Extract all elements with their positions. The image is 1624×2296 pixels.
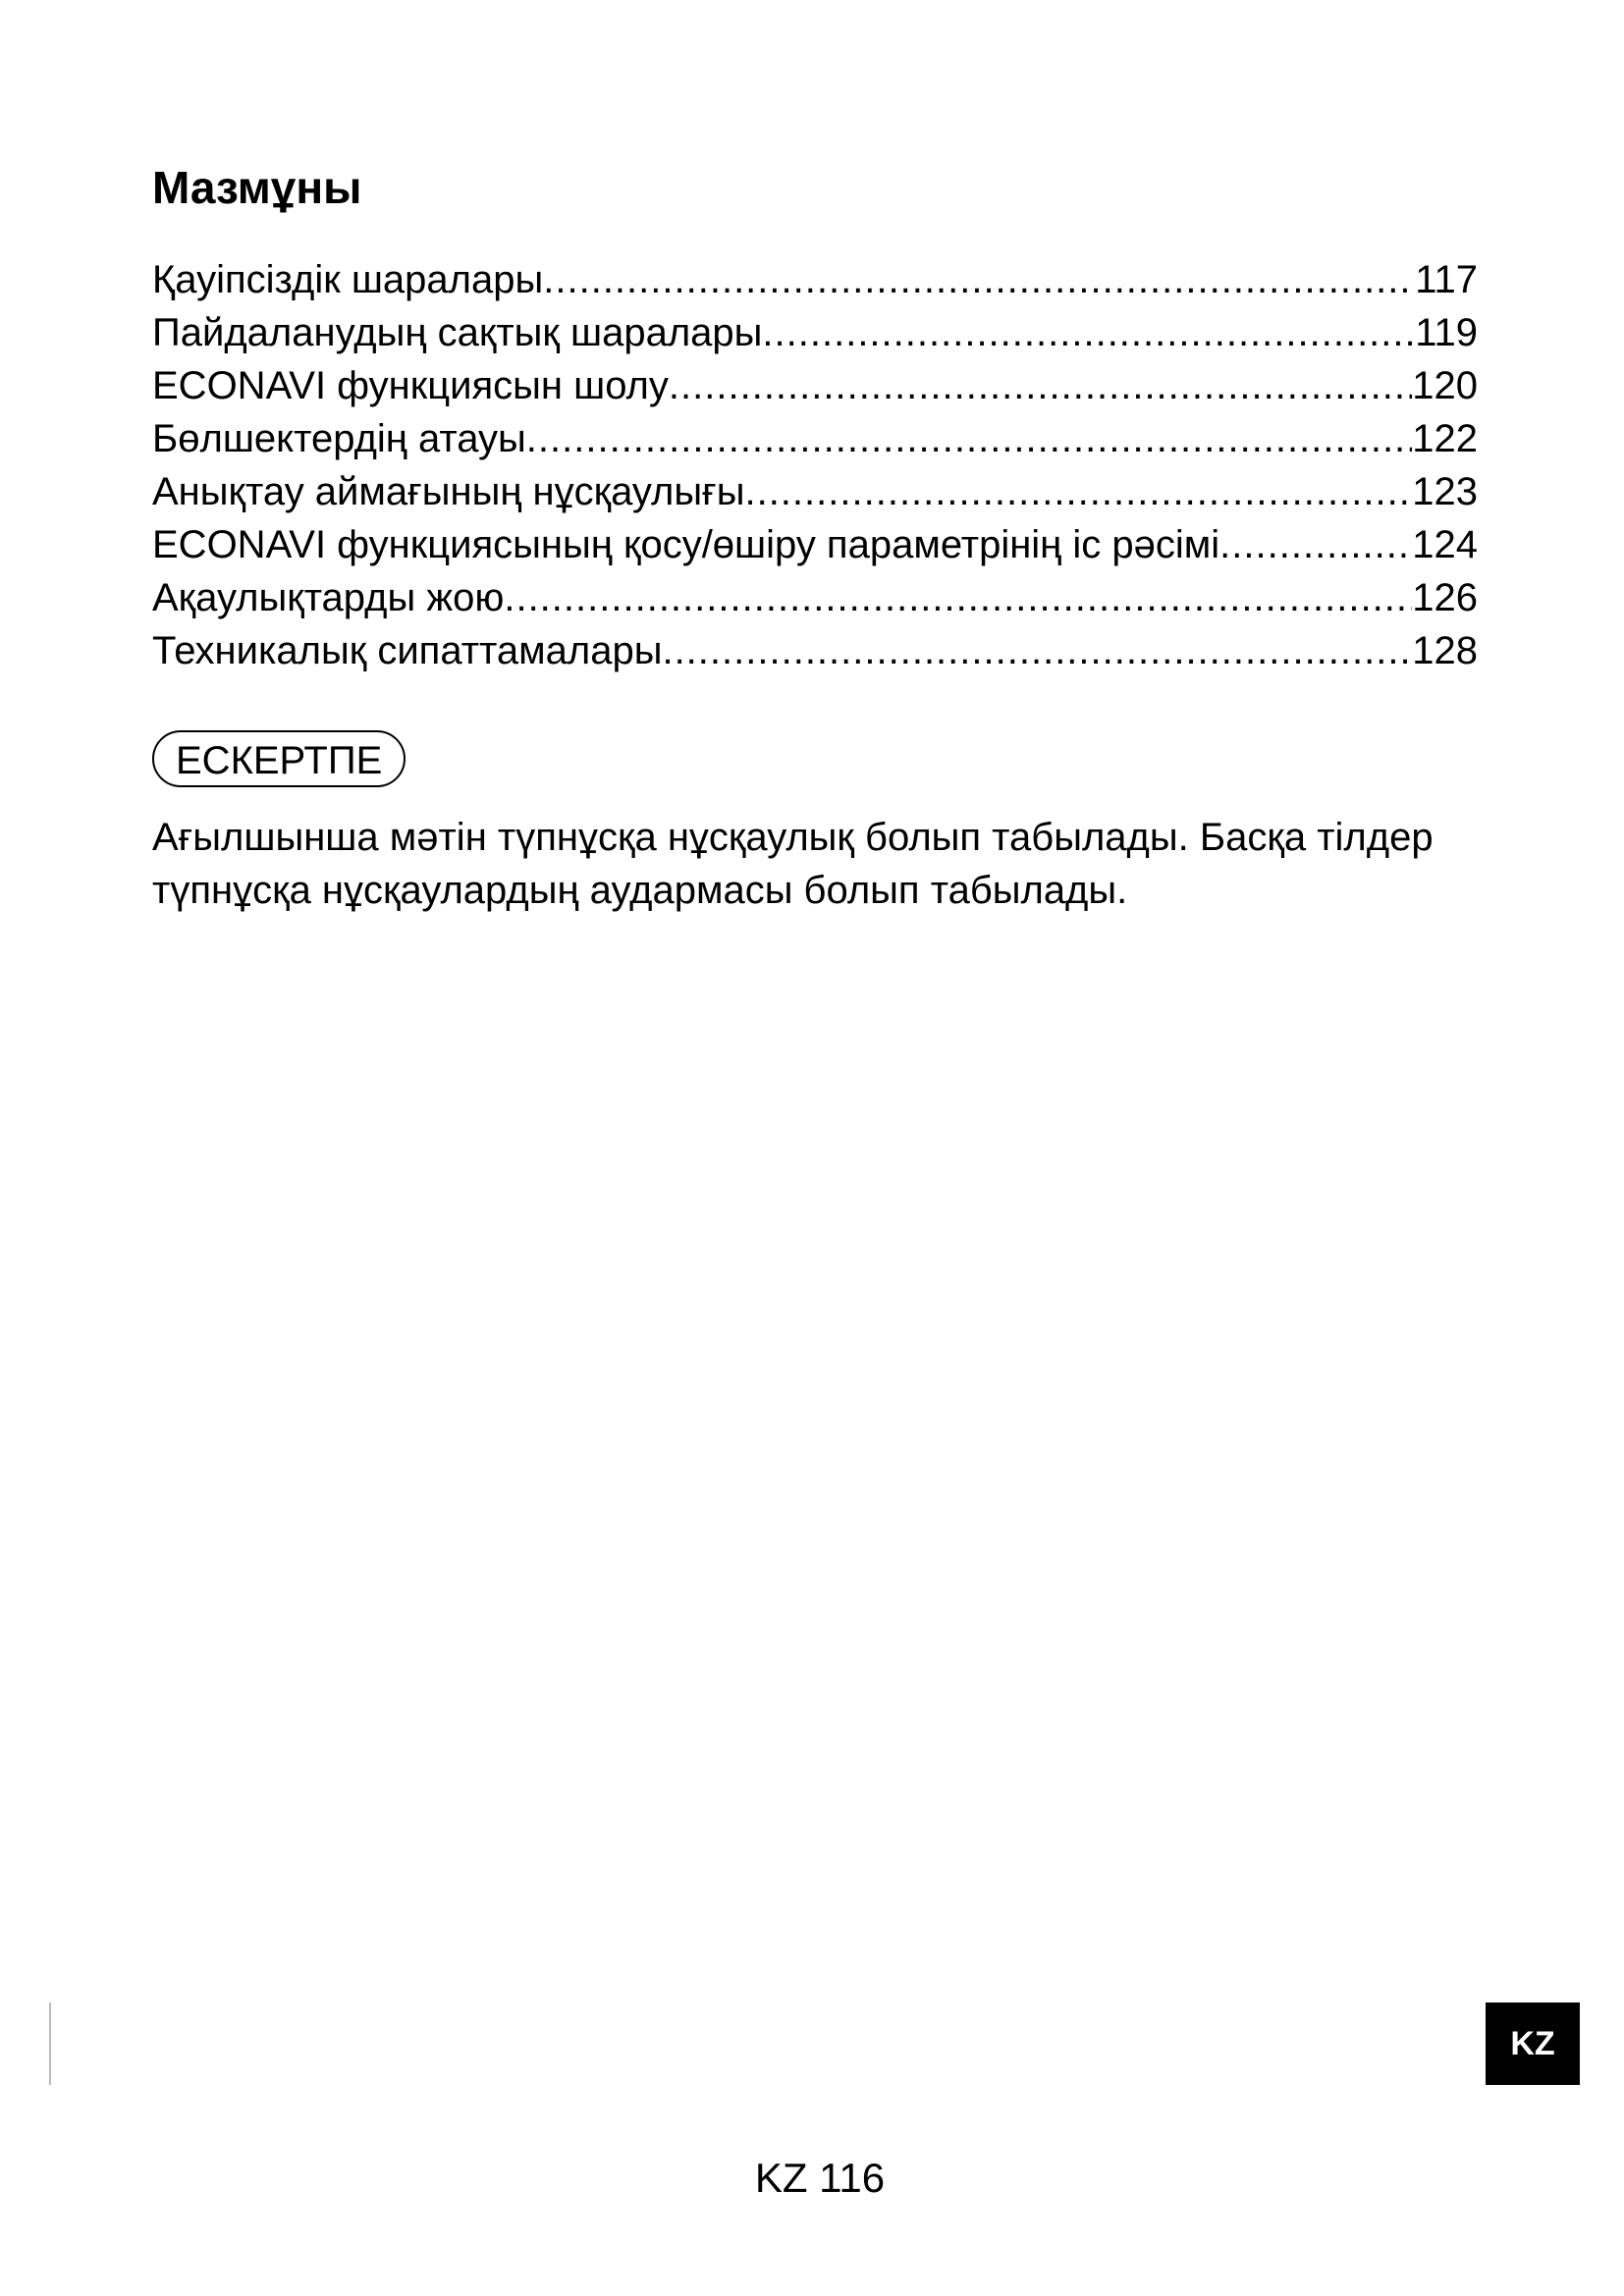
toc-entry-page: 120: [1412, 364, 1478, 407]
toc-dot-leader: [1219, 518, 1412, 571]
toc-entry-econavi-overview[interactable]: [152, 359, 1478, 412]
page-number: KZ 116: [754, 2155, 886, 2201]
toc-dot-leader: [762, 306, 1415, 359]
toc-entry-part-names[interactable]: [152, 412, 1478, 465]
toc-entry-title: Ақаулықтарды жою: [152, 576, 505, 619]
toc-entry-title: Қауіпсіздік шаралары: [152, 258, 544, 301]
toc-entry-title: ECONAVI функциясын шолу: [152, 364, 669, 407]
toc-entry-econavi-setting[interactable]: [152, 518, 1478, 571]
toc-dot-leader: [526, 412, 1412, 465]
toc-entry-usage-precautions[interactable]: [152, 306, 1478, 359]
toc-entry-title: Бөлшектердің атауы: [152, 417, 526, 460]
note-text: Ағылшынша мәтін түпнұсқа нұсқаулық болып табылады. Басқа тілдер түпнұсқа нұсқаулардың аудармасы болып табылады.: [152, 816, 1434, 912]
toc-entry-title: ECONAVI функциясының қосу/өшіру параметрінің іс рәсімі: [152, 523, 1220, 566]
toc-entry-page: 117: [1415, 258, 1478, 301]
toc-dot-leader: [669, 359, 1412, 412]
toc-dot-leader: [504, 571, 1412, 624]
toc-entry-page: 122: [1412, 417, 1478, 460]
toc-entry-title: Пайдаланудың сақтық шаралары: [152, 311, 763, 354]
toc-entry-page: 123: [1412, 470, 1478, 513]
toc-dot-leader: [744, 465, 1412, 518]
page-title: Мазмұны: [152, 162, 362, 213]
toc-entry-detection-area[interactable]: [152, 465, 1478, 518]
toc-dot-leader: [662, 624, 1412, 677]
toc-entry-page: 128: [1412, 629, 1478, 672]
toc-entry-title: Анықтау аймағының нұсқаулығы: [152, 470, 745, 513]
toc-entry-safety[interactable]: [152, 253, 1478, 306]
toc-entry-page: 124: [1412, 523, 1478, 566]
language-tab: KZ: [1486, 2002, 1580, 2085]
toc-entry-troubleshooting[interactable]: [152, 571, 1478, 624]
table-of-contents: [152, 253, 1478, 677]
margin-rule: [49, 2002, 51, 2085]
toc-entry-page: 119: [1415, 311, 1478, 354]
toc-dot-leader: [543, 253, 1415, 306]
note-badge: ЕСКЕРТПЕ: [152, 730, 406, 787]
toc-entry-title: Техникалық сипаттамалары: [152, 629, 663, 672]
toc-entry-specifications[interactable]: [152, 624, 1478, 677]
toc-entry-page: 126: [1412, 576, 1478, 619]
